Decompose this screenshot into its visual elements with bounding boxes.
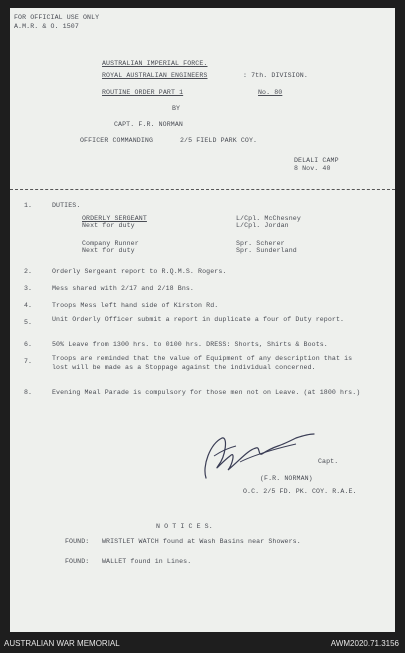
division-title: : 7th. DIVISION. [243, 72, 308, 79]
officer-name: CAPT. F.R. NORMAN [114, 121, 183, 128]
document-page [10, 8, 395, 632]
signature-name: (F.R. NORMAN) [260, 475, 313, 482]
command-unit: 2/5 FIELD PARK COY. [180, 137, 258, 144]
signature-appointment: O.C. 2/5 FD. PK. COY. R.A.E. [243, 488, 357, 495]
item-number: 7. [24, 358, 33, 365]
item-number: 3. [24, 285, 33, 292]
order-item-text: Unit Orderly Officer submit a report in duplicate a four of Duty report. [52, 316, 345, 323]
notice-label: FOUND: [65, 538, 90, 545]
order-item-text: 50% Leave from 1300 hrs. to 0100 hrs. DRESS: Shorts, Shirts & Boots. [52, 341, 328, 348]
footer-accession-number: AWM2020.71.3156 [330, 639, 399, 648]
order-item-text: Mess shared with 2/17 and 2/18 Bns. [52, 285, 194, 292]
stamp-line-2: A.M.R. & O. 1507 [14, 22, 79, 30]
order-item-text: Troops Mess left hand side of Kirston Rd. [52, 302, 219, 309]
command-label: OFFICER COMMANDING [80, 137, 154, 144]
duty-role: Company Runner [82, 240, 139, 247]
duty-role: Next for duty [82, 247, 135, 254]
signature-rank: Capt. [318, 458, 339, 465]
duty-role: Next for duty [82, 222, 135, 229]
duty-name: L/Cpl. Jordan [236, 222, 289, 229]
order-number: No. 80 [258, 89, 283, 96]
order-item-text: Orderly Sergeant report to R.Q.M.S. Rogers. [52, 268, 227, 275]
duty-name: L/Cpl. McChesney [236, 215, 301, 222]
duties-heading: DUTIES. [52, 202, 81, 209]
by-label: BY [172, 105, 181, 112]
duty-role: ORDERLY SERGEANT [82, 215, 147, 222]
item-number: 4. [24, 302, 33, 309]
notice-label: FOUND: [65, 558, 90, 565]
divider-line [10, 189, 395, 190]
item-number: 2. [24, 268, 33, 275]
item-number: 8. [24, 389, 33, 396]
item-number: 5. [24, 319, 33, 326]
date: 8 Nov. 40 [294, 165, 331, 172]
item-number: 6. [24, 341, 33, 348]
notices-heading: N O T I C E S. [156, 523, 213, 530]
stamp-line-1: FOR OFFICIAL USE ONLY [14, 14, 100, 21]
notice-text: WRISTLET WATCH found at Wash Basins near Showers. [102, 538, 301, 545]
unit-title: ROYAL AUSTRALIAN ENGINEERS [102, 72, 208, 79]
duty-name: Spr. Sunderland [236, 247, 297, 254]
official-use-stamp [14, 14, 99, 32]
place: DELALI CAMP [294, 157, 339, 164]
force-title: AUSTRALIAN IMPERIAL FORCE. [102, 60, 208, 67]
footer-institution: AUSTRALIAN WAR MEMORIAL [4, 639, 120, 648]
archive-footer [0, 634, 405, 653]
item-number-1: 1. [24, 202, 33, 209]
order-item-text: Evening Meal Parade is compulsory for those men not on Leave. (at 1800 hrs.) [52, 389, 361, 396]
notice-text: WALLET found in Lines. [102, 558, 192, 565]
routine-order-title: ROUTINE ORDER PART 1 [102, 89, 184, 96]
order-item-text: Troops are reminded that the value of Equipment of any description that is lost will be made as a Stoppage against the individual concerned. [52, 355, 353, 371]
duty-name: Spr. Scherer [236, 240, 285, 247]
